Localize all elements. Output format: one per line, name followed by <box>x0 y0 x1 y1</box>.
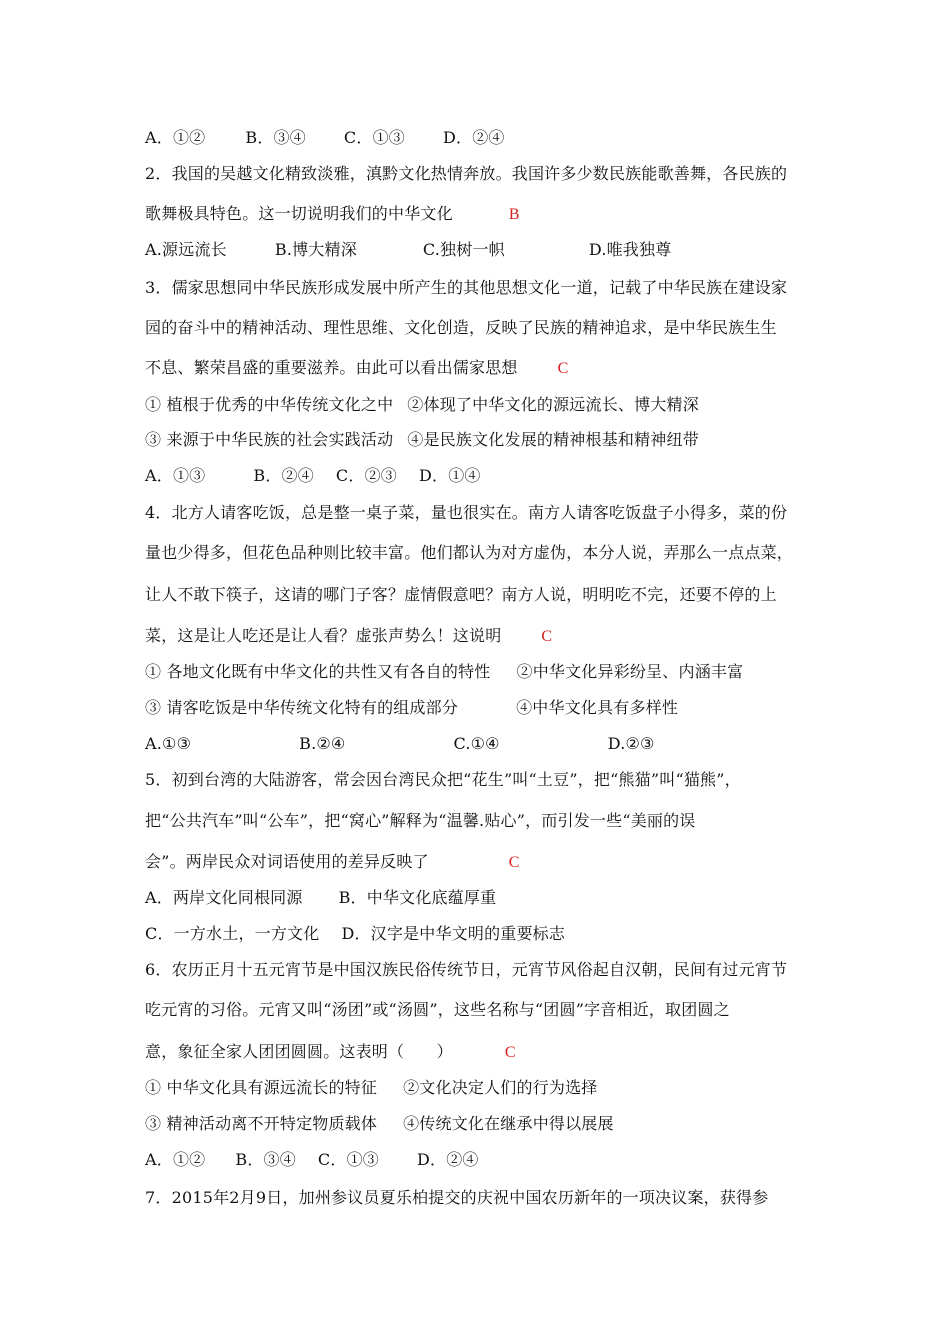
q3-option-a: A．①③ <box>145 466 206 485</box>
q6-options <box>145 1150 479 1170</box>
q2-option-b: B.博大精深 <box>274 240 357 259</box>
q6-statement-3: ③ 精神活动离不开特定物质载体 <box>145 1114 378 1133</box>
q6-statement-2: ②文化决定人们的行为选择 <box>403 1078 598 1097</box>
q4-answer: C <box>541 628 553 645</box>
q5-option-a: A．两岸文化同根同源 <box>145 888 303 907</box>
q6-answer: C <box>504 1044 516 1061</box>
q4-options <box>145 734 655 754</box>
q5-answer: C <box>508 854 520 871</box>
q4-option-c: C.①④ <box>453 734 500 753</box>
q5-options-2 <box>145 924 565 944</box>
q5-line-2: 把“公共汽车”叫“公车”，把“窝心”解释为“温馨.贴心”，而引发一些“美丽的误 <box>145 811 696 830</box>
q2-option-c: C.独树一帜 <box>422 240 505 259</box>
q5-option-b: B．中华文化底蕴厚重 <box>338 888 497 907</box>
q3-statement-1: ① 植根于优秀的中华传统文化之中 <box>145 395 394 414</box>
q4-statement-2: ②中华文化异彩纷呈、内涵丰富 <box>516 662 744 681</box>
q5-options-1 <box>145 888 496 908</box>
q6-line-3 <box>145 1042 516 1063</box>
q6-statement-1: ① 中华文化具有源远流长的特征 <box>145 1078 378 1097</box>
q4-line-3: 让人不敢下筷子，这请的哪门子客？虚情假意吧？南方人说，明明吃不完，还要不停的上 <box>145 585 777 604</box>
q4-statement-1: ① 各地文化既有中华文化的共性又有各自的特性 <box>145 662 491 681</box>
q3-line-1: 3．儒家思想同中华民族形成发展中所产生的其他思想文化一道，记载了中华民族在建设家 <box>145 278 788 297</box>
q4-statement-4: ④中华文化具有多样性 <box>516 698 679 717</box>
q4-line-4 <box>145 626 552 647</box>
q5-option-d: D．汉字是中华文明的重要标志 <box>341 924 566 943</box>
q6-line-2: 吃元宵的习俗。元宵又叫“汤团”或“汤圆”，这些名称与“团圆”字音相近，取团圆之 <box>145 1000 730 1019</box>
q6-statements-1 <box>145 1078 598 1098</box>
q3-stem-end: 不息、繁荣昌盛的重要滋养。由此可以看出儒家思想 <box>145 358 518 377</box>
q3-statement-2: ②体现了中华文化的源远流长、博大精深 <box>407 395 699 414</box>
q6-stem-end: 意，象征全家人团团圆圆。这表明（ ） <box>145 1042 453 1061</box>
q6-option-c: C．①③ <box>317 1150 379 1169</box>
q6-option-d: D．②④ <box>416 1150 479 1169</box>
q4-statement-3: ③ 请客吃饭是中华传统文化特有的组成部分 <box>145 698 459 717</box>
q2-stem-end: 歌舞极具特色。这一切说明我们的中华文化 <box>145 204 453 223</box>
q6-statements-2 <box>145 1114 614 1134</box>
q3-statements-2 <box>145 430 699 450</box>
q2-line-1: 2．我国的吴越文化精致淡雅，滇黔文化热情奔放。我国许多少数民族能歌善舞，各民族的 <box>145 164 788 183</box>
q2-answer: B <box>508 206 520 223</box>
q6-line-1: 6．农历正月十五元宵节是中国汉族民俗传统节日，元宵节风俗起自汉朝，民间有过元宵节 <box>145 960 788 979</box>
q3-statements-1 <box>145 395 699 415</box>
q4-option-b: B.②④ <box>299 734 346 753</box>
q4-statements-1 <box>145 662 743 682</box>
q1-options <box>145 128 505 148</box>
q2-option-d: D.唯我独尊 <box>588 240 672 259</box>
q1-option-b: B．③④ <box>245 128 306 147</box>
q4-option-a: A.①③ <box>145 734 192 753</box>
q1-option-c: C．①③ <box>343 128 405 147</box>
q3-answer: C <box>557 360 569 377</box>
q5-line-3 <box>145 852 520 873</box>
q4-statements-2 <box>145 698 678 718</box>
q5-option-c: C．一方水土，一方文化 <box>145 924 320 943</box>
q2-options <box>145 240 671 260</box>
q3-line-3 <box>145 358 568 379</box>
q4-line-1: 4．北方人请客吃饭，总是整一桌子菜，量也很实在。南方人请客吃饭盘子小得多，菜的份 <box>145 503 788 522</box>
q3-option-d: D．①④ <box>418 466 481 485</box>
q6-option-b: B．③④ <box>235 1150 296 1169</box>
q7-line-1: 7．2015年2月9日，加州参议员夏乐柏提交的庆祝中国农历新年的一项决议案，获得参 <box>145 1188 769 1207</box>
q3-statement-3: ③ 来源于中华民族的社会实践活动 <box>145 430 394 449</box>
q3-statement-4: ④是民族文化发展的精神根基和精神纽带 <box>407 430 699 449</box>
q4-stem-end: 菜，这是让人吃还是让人看？虚张声势么！这说明 <box>145 626 502 645</box>
q2-line-2 <box>145 204 520 225</box>
q1-option-a: A．①② <box>145 128 206 147</box>
q6-option-a: A．①② <box>145 1150 206 1169</box>
q3-line-2: 园的奋斗中的精神活动、理性思维、文化创造，反映了民族的精神追求，是中华民族生生 <box>145 318 777 337</box>
q6-statement-4: ④传统文化在继承中得以展展 <box>403 1114 614 1133</box>
q5-stem-end: 会”。两岸民众对词语使用的差异反映了 <box>145 852 429 871</box>
q4-line-2: 量也少得多，但花色品种则比较丰富。他们都认为对方虚伪，本分人说，弄那么一点点菜， <box>145 543 794 562</box>
q3-option-b: B．②④ <box>253 466 314 485</box>
q3-option-c: C．②③ <box>335 466 397 485</box>
q1-option-d: D．②④ <box>442 128 505 147</box>
q3-options <box>145 466 481 486</box>
q2-option-a: A.源远流长 <box>145 240 227 259</box>
q4-option-d: D.②③ <box>607 734 655 753</box>
q5-line-1: 5．初到台湾的大陆游客，常会因台湾民众把“花生”叫“土豆”，把“熊猫”叫“猫熊”， <box>145 770 741 789</box>
